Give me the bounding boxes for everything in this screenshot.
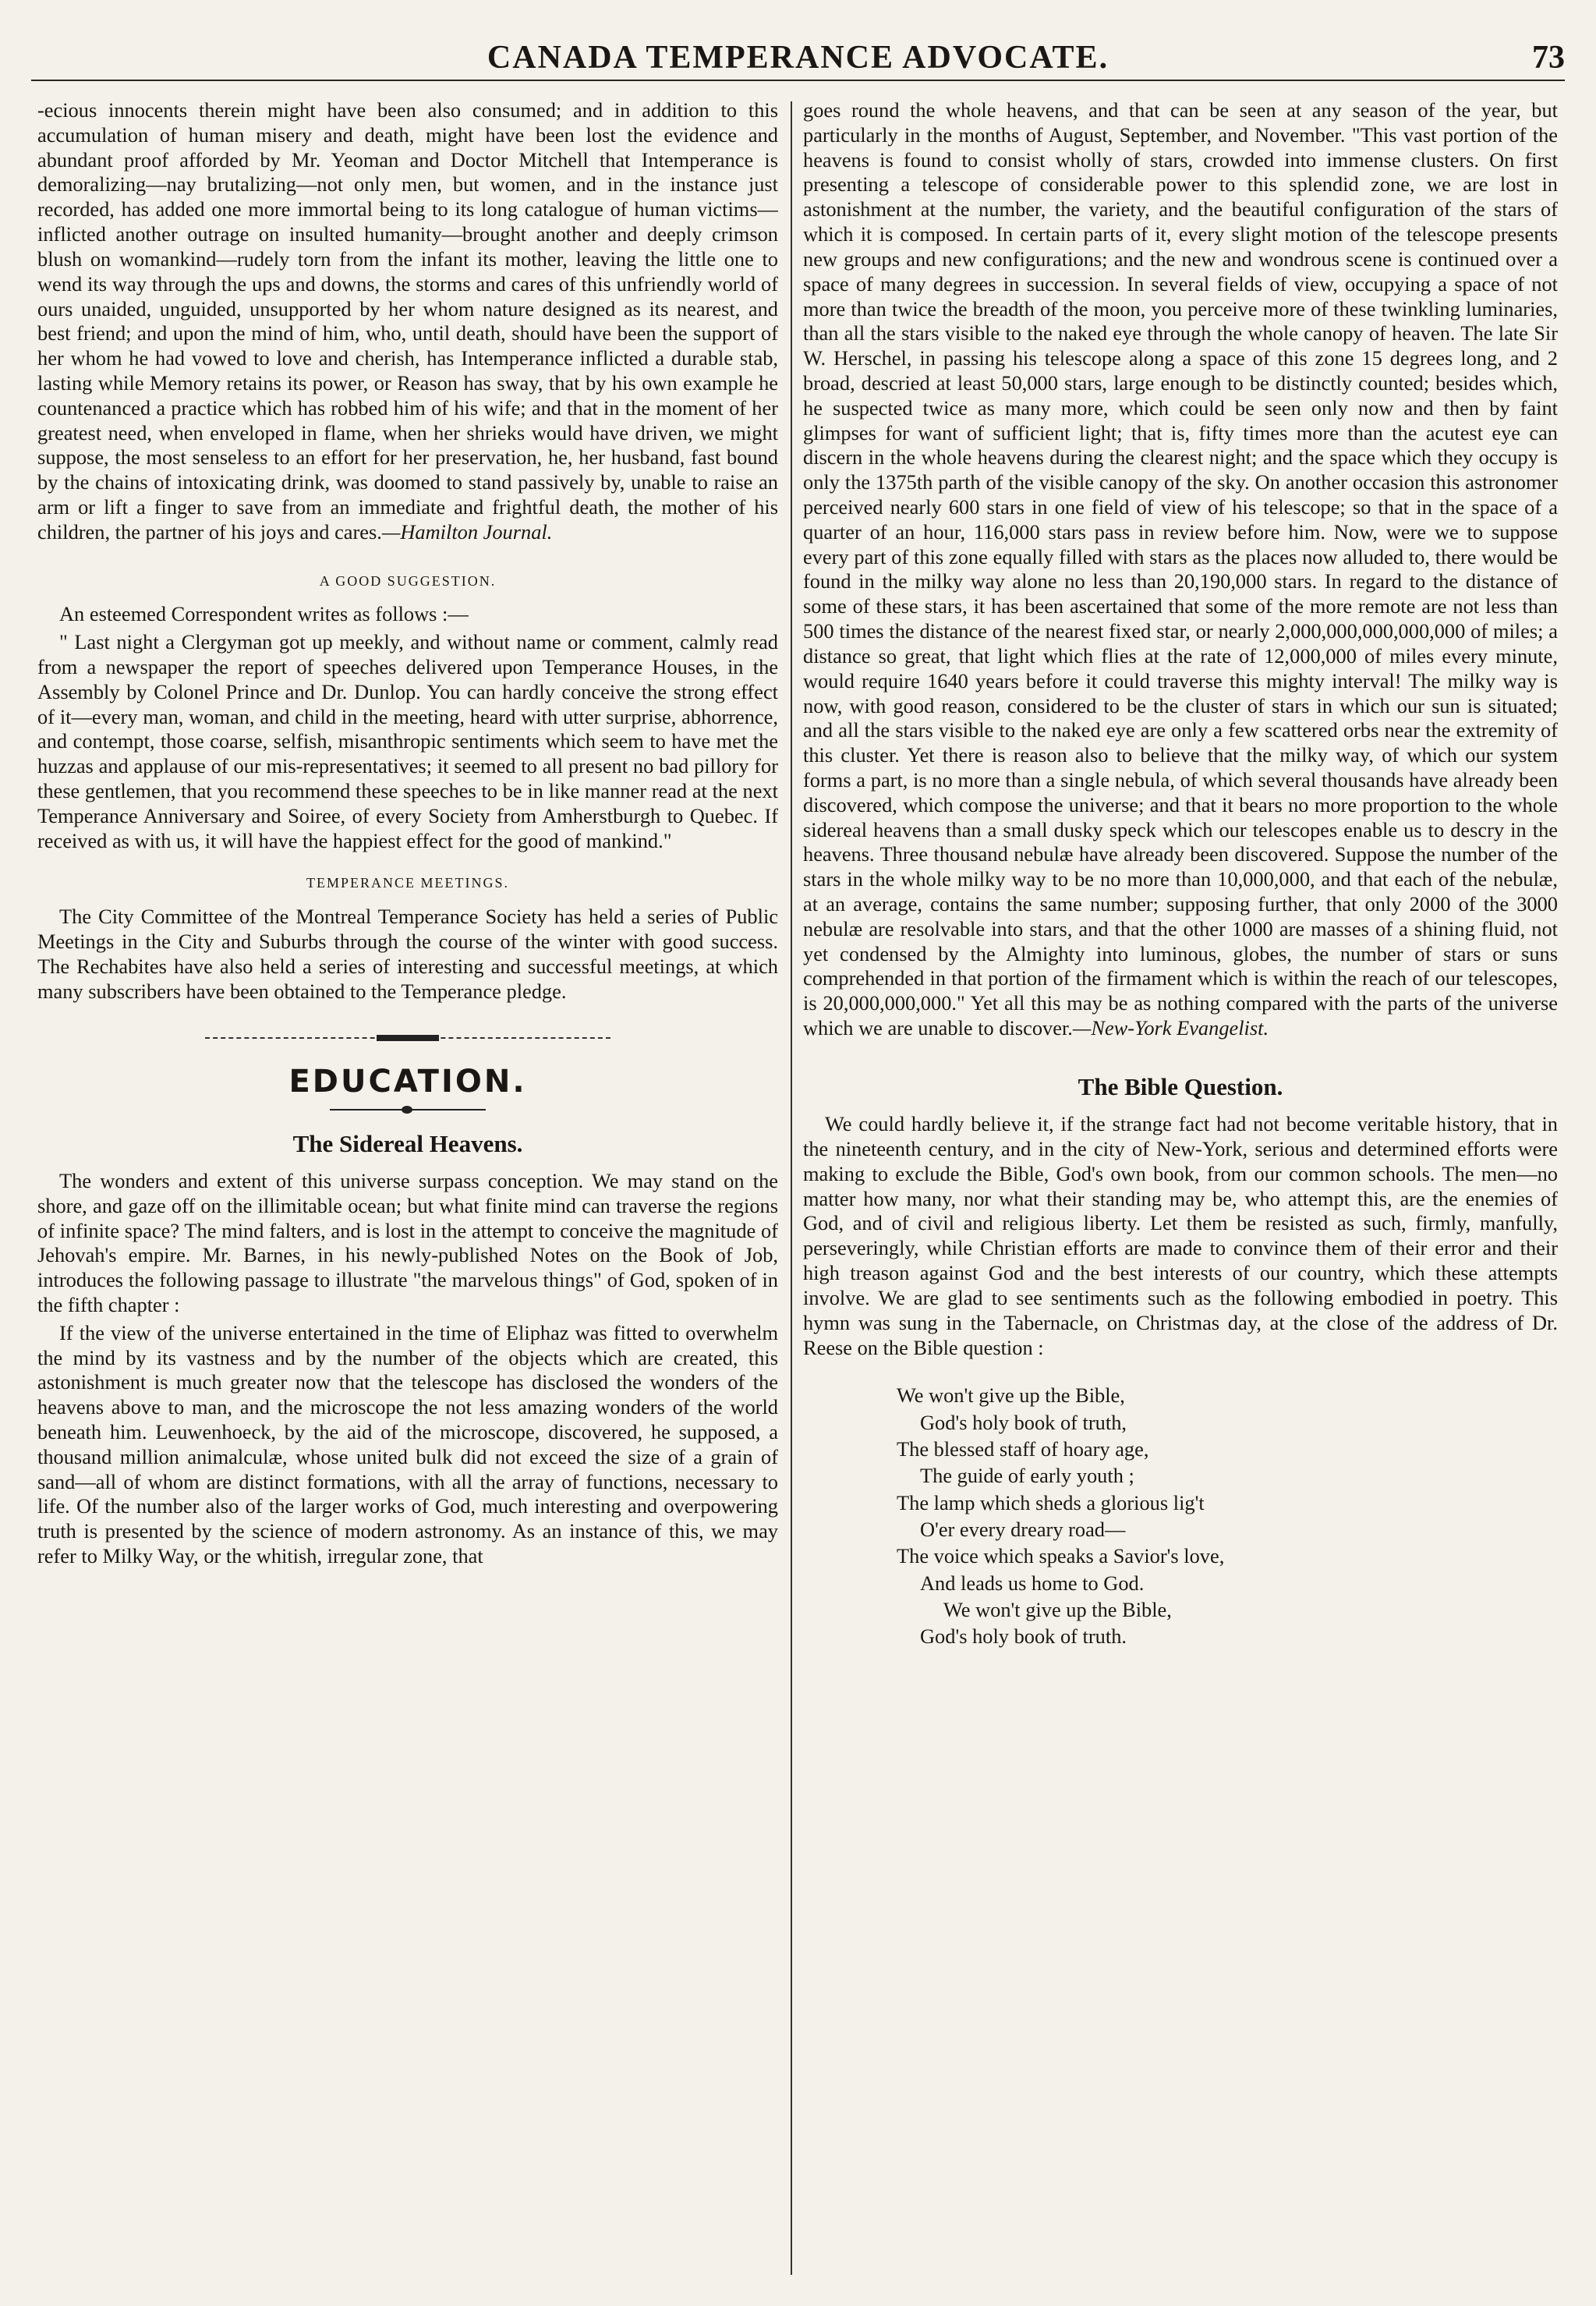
left-column [37, 98, 778, 2275]
poem-line: God's holy book of truth, [920, 1410, 1127, 1434]
bible-question-body: We could hardly believe it, if the strange fact had not become veritable history, that in the nineteenth century, and in the city of New-York, serious and determined efforts were making to exclude the Bible, God's own book, from our common schools. The men—no matter how many, nor what their standing may be, who attempt this, are the enemies of God, and of civil and religious liberty. Let them be resisted as such, firmly, manfully, perseveringly, while Christian efforts are made to convince them of their error and their high treason against God and the best interests of our country, which these attempts involve. We are glad to see sentiments such as the following embodied in poetry. This hymn was sung in the Tabernacle, on Christmas day, at the close of the address of Dr. Reese on the Bible question : [803, 1112, 1558, 1359]
column-rule [791, 101, 792, 2275]
poem-line: The blessed staff of hoary age, [897, 1437, 1149, 1461]
masthead-title: CANADA TEMPERANCE ADVOCATE. [487, 40, 1109, 76]
poem-line: The lamp which sheds a glorious lig't [897, 1490, 1205, 1514]
poem-line: O'er every dreary road— [920, 1517, 1126, 1541]
meetings-body: The City Committee of the Montreal Temperance Society has held a series of Public Meetings in the City and Suburbs through the course of the winter with good success. The Rechabites have also held a series of interesting and successful meetings, at which many subscribers have been obtained to the Temperance pledge. [37, 905, 778, 1003]
article-source: —Hamilton Journal. [381, 519, 553, 544]
sidereal-source: —New-York Evangelist. [1072, 1016, 1269, 1040]
education-heading: EDUCATION. [288, 1064, 527, 1100]
suggestion-body: " Last night a Clergyman got up meekly, and without name or comment, calmly read from a newspaper the report of speeches delivered upon Temperance Houses, in the Assembly by Colonel Prince and Dr. Dunlop. You can hardly conceive the strong effect of it—every man, woman, and child in the meeting, heard with utter surprise, abhorrence, and contempt, those coarse, selfish, misanthropic sentiments which seem to have met the huzzas and applause of our mis-representatives; it seemed to all present no bad pillory for these gentlemen, that you recommend these speeches to be in like manner read at the next Temperance Anniversary and Soiree, of every Society from Amherstburgh to Quebec. If received as with us, it will have the happiest effect for the good of mankind." [37, 630, 778, 852]
page-header [31, 36, 1565, 81]
sidereal-title: The Sidereal Heavens. [292, 1129, 523, 1157]
sidereal-continuation-text: goes round the whole heavens, and that can be seen at any season of the year, but particularly in the months of August, September, and November. "This vast portion of the heavens is found to consist wholly of stars, crowded into immense clusters. On first presenting a telescope of considerable power to this splendid zone, we are lost in astonishment at the number, the variety, and the beautiful configuration of the stars of which it is composed. In certain parts of it, every slight motion of the telescope presents new groups and new configurations; and the new and wondrous scene is continued over a space of many degrees in succession. In several fields of view, occupying a space of not more than twice the breadth of the moon, you perceive more of these twinkling luminaries, than all the stars visible to the naked eye through the whole canopy of heaven. The late Sir W. Herschel, in passing his telescope along a space of this zone 15 degrees long, and 2 broad, descried at least 50,000 stars, large enough to be distinctly counted; besides which, he suspected twice as many more, which could be seen only now and then by faint glimpses for want of sufficient light; that is, fifty times more than the acutest eye can discern in the whole heavens during the clearest night; and the space which they occupy is only the 1375th parth of the visible canopy of the sky. On another occasion this astronomer perceived nearly 600 stars in one field of view of his telescope; so that in the space of a quarter of an hour, 116,000 stars pass in review before him. Now, were we to suppose every part of this zone equally filled with stars as the places now alluded to, there would be found in the milky way alone no less than 20,190,000 stars. In regard to the distance of some of these stars, it has been ascertained that some of the more remote are not less than 500 times the distance of the nearest fixed star, or nearly 2,000,000,000,000,000 of miles; a distance so great, that light which flies at the rate of 12,000,000 of miles every minute, would require 1640 years before it could traverse this mighty interval! The milky way is now, with good reason, considered to be the cluster of stars in which our sun is situated; and all the stars visible to the naked eye are only a few scattered orbs near the extremity of this cluster. Yet there is reason also to believe that the milky way, of which our system forms a part, is no more than a single nebula, of which several thousands have already been discovered, which compose the universe; and that it bears no more proportion to the whole sidereal heavens than a small dusky speck which our telescopes enable us to descry in the heavens. Three thousand nebulæ have already been discovered. Suppose the number of the stars in the whole milky way to be no more than 10,000,000, and that each of the nebulæ, at an average, contains the same number; supposing further, that only 2000 of the 3000 nebulæ are resolvable into stars, and that the other 1000 are masses of a shining fluid, not yet condensed by the Almighty into luminous, globes, the number of stars or suns comprehended in that portion of the firmament which is within the reach of our telescopes, is 20,000,000,000." Yet all this may be as nothing compared with the parts of the universe which we are unable to discover. [803, 98, 1558, 1040]
sidereal-body: If the view of the universe entertained in the time of Eliphaz was fitted to overwhelm the mind by its vastness and by the number of the objects which are created, this astonishment is much greater now that the telescope has disclosed the wonders of the heavens above to man, and the microscope the not less amazing wonders of the world beneath him. Leuwenhoeck, by the aid of the microscope, discovered, he supposed, a thousand million animalculæ, whose united bulk did not exceed the size of a grain of sand—all of whom are distinct formations, with all the array of functions, necessary to life. Of the number also of the larger works of God, much interesting and overpowering truth is presented by the science of modern astronomy. As an instance of this, we may refer to Milky Way, or the whitish, irregular zone, that [37, 1320, 778, 1568]
article-continuation [37, 98, 778, 545]
poem-line: We won't give up the Bible, [897, 1383, 1125, 1408]
suggestion-heading: A GOOD SUGGESTION. [319, 572, 497, 589]
sidereal-intro: The wonders and extent of this universe surpass conception. We may stand on the shore, and gaze off on the illimitable ocean; but what finite mind can traverse the regions of infinite space? The mind falters, and is lost in the attempt to conceive the magnitude of Jehovah's empire. Mr. Barnes, in his newly-published Notes on the Book of Job, introduces the following passage to illustrate "the marvelous things" of God, spoken of in the fifth chapter : [37, 1168, 778, 1316]
suggestion-intro: An esteemed Correspondent writes as follows :— [59, 602, 469, 626]
right-column [803, 98, 1558, 2275]
sidereal-continuation [803, 98, 1558, 1041]
poem-line: God's holy book of truth. [920, 1624, 1127, 1649]
poem-line: The guide of early youth ; [920, 1464, 1134, 1488]
bible-question-title: The Bible Question. [1078, 1072, 1283, 1100]
hymn-poem [897, 1382, 1558, 1649]
poem-line: We won't give up the Bible, [943, 1597, 1172, 1621]
poem-line: The voice which speaks a Savior's love, [897, 1544, 1225, 1568]
article-text: -ecious innocents therein might have been also consumed; and in addition to this accumulation of human misery and death, might have been lost the evidence and abundant proof afforded by Mr. Yeoman and Doctor Mitchell that Intemperance is demoralizing—nay brutalizing—not only men, but women, and in the instance just recorded, has added one more immortal being to its long catalogue of human victims—inflicted another outrage on insulted humanity—brought another and deeply crimson blush on womankind—rudely torn from the infant its mother, leaving the little one to wend its way through the ups and downs, the storms and cares of this unfriendly world of ours unaided, unguided, unsupported by her whom nature designed as its nearest, and best friend; and upon the mind of him, who, until death, should have been the support of her whom he had vowed to love and cherish, has Intemperance inflicted a durable stab, lasting while Memory retains its power, or Reason has sway, that by his own example he countenanced a practice which has robbed him of his wife; and that in the moment of her greatest need, when enveloped in flame, when her shrieks would have driven, we might suppose, the most senseless to an effort for her preservation, he, her husband, fast bound by the chains of intoxicating drink, was doomed to stand passively by, unable to raise an arm or lift a finger to save from an immediate and frightful death, the mother of his children, the partner of his joys and cares. [37, 98, 778, 544]
poem-line: And leads us home to God. [920, 1571, 1145, 1595]
page-number: 73 [1532, 40, 1565, 76]
meetings-heading: TEMPERANCE MEETINGS. [306, 875, 509, 891]
ornament-rule [330, 1109, 486, 1110]
section-divider [205, 1035, 610, 1041]
